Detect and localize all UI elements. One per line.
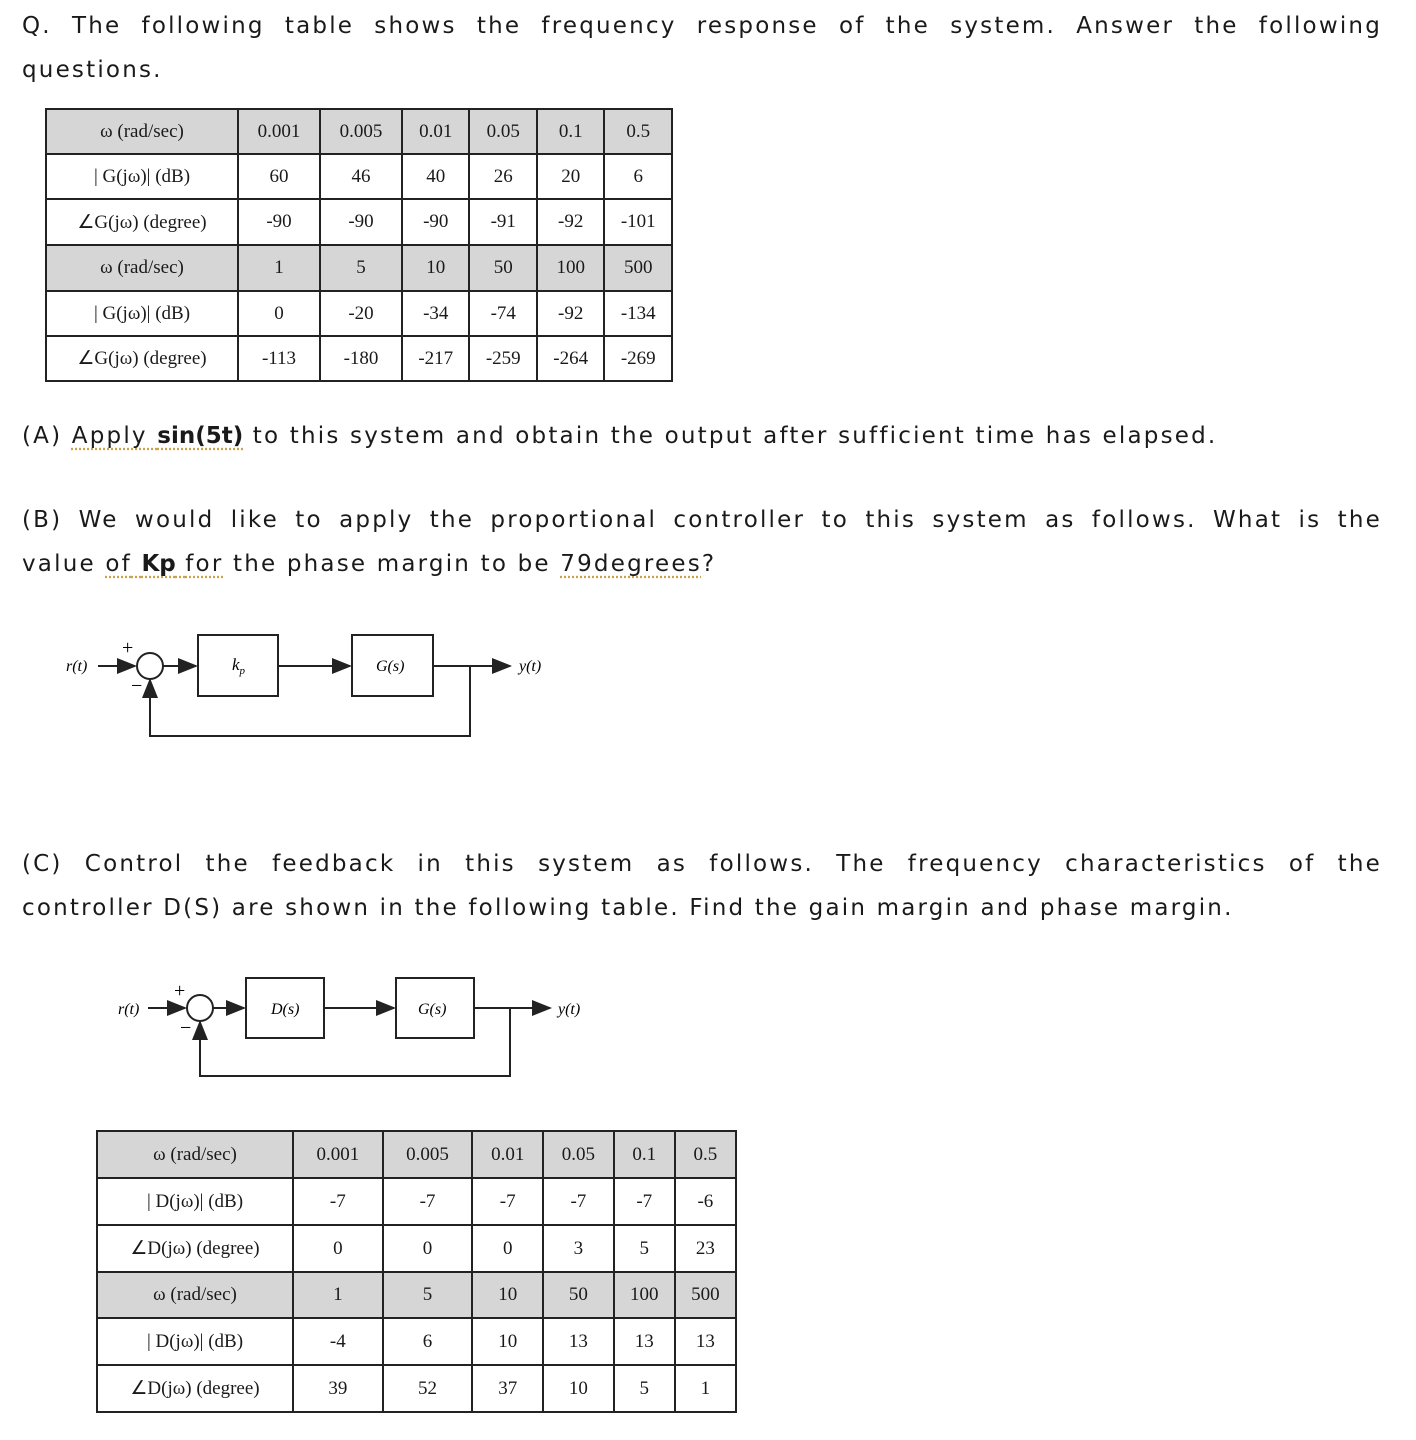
g-frequency-table <box>45 108 673 382</box>
table-cell: 5 <box>614 1365 675 1412</box>
table-cell: -7 <box>383 1178 473 1225</box>
table-cell: 0.5 <box>675 1131 736 1178</box>
part-c-line2: controller D(S) are shown in the following table. Find the gain margin and phase margin. <box>22 895 1234 921</box>
table-cell: -217 <box>402 336 469 381</box>
row-label: | G(jω)| (dB) <box>46 154 238 199</box>
table-row <box>46 291 672 336</box>
row-label: | D(jω)| (dB) <box>97 1318 293 1365</box>
part-b <box>22 498 1382 542</box>
diagram-b-minus-sign: − <box>131 675 143 697</box>
part-b-line2-wrap <box>22 542 1382 586</box>
table-cell: 3 <box>543 1225 614 1272</box>
row-label: ω (rad/sec) <box>97 1131 293 1178</box>
table-cell: 5 <box>320 245 402 291</box>
table-cell: 0.5 <box>604 109 672 154</box>
table-cell: -264 <box>537 336 604 381</box>
table-cell: -92 <box>537 291 604 336</box>
table-cell: 6 <box>604 154 672 199</box>
handwritten-input-signal: sin(5t) <box>157 423 244 449</box>
table-row <box>97 1365 736 1412</box>
table-row <box>97 1225 736 1272</box>
table-cell: -92 <box>537 199 604 245</box>
table-cell: 10 <box>472 1272 543 1318</box>
table-cell: -74 <box>469 291 536 336</box>
table-cell: 46 <box>320 154 402 199</box>
diagram-b-output-label: y(t) <box>519 658 542 675</box>
table-row <box>97 1178 736 1225</box>
diagram-c-input-label: r(t) <box>118 1001 140 1018</box>
row-label: | D(jω)| (dB) <box>97 1178 293 1225</box>
table-cell: -7 <box>614 1178 675 1225</box>
table-cell: -101 <box>604 199 672 245</box>
table-cell: -113 <box>238 336 320 381</box>
block-diagram-c <box>0 962 640 1092</box>
table-cell: 100 <box>537 245 604 291</box>
diagram-c-output-label: y(t) <box>558 1001 581 1018</box>
table-cell: 0 <box>293 1225 383 1272</box>
table-cell: 0.05 <box>469 109 536 154</box>
table-row <box>46 245 672 291</box>
question-intro-line2-wrap <box>22 48 1382 92</box>
g-table-body <box>46 109 672 381</box>
table-cell: 13 <box>675 1318 736 1365</box>
table-cell: 0.005 <box>383 1131 473 1178</box>
part-a-label: (A) <box>22 423 72 449</box>
table-cell: -269 <box>604 336 672 381</box>
part-a-suffix: to this system and obtain the output after sufficient time has elapsed. <box>243 423 1218 449</box>
table-cell: 0.01 <box>472 1131 543 1178</box>
part-b-line2 <box>22 542 1382 586</box>
table-cell: 10 <box>472 1318 543 1365</box>
table-cell: 39 <box>293 1365 383 1412</box>
table-cell: -6 <box>675 1178 736 1225</box>
block-diagram-b <box>0 620 620 750</box>
table-cell: -4 <box>293 1318 383 1365</box>
diagram-c-d-label: D(s) <box>271 1001 300 1018</box>
row-label: ∠G(jω) (degree) <box>46 199 238 245</box>
table-cell: -90 <box>238 199 320 245</box>
d-frequency-table <box>96 1130 737 1413</box>
table-cell: 0.001 <box>238 109 320 154</box>
table-cell: 26 <box>469 154 536 199</box>
table-row <box>97 1131 736 1178</box>
part-a <box>22 414 1382 458</box>
table-cell: -7 <box>472 1178 543 1225</box>
part-c <box>22 842 1382 886</box>
table-cell: 0.005 <box>320 109 402 154</box>
table-cell: 52 <box>383 1365 473 1412</box>
table-cell: 5 <box>383 1272 473 1318</box>
table-cell: 500 <box>604 245 672 291</box>
table-cell: 1 <box>238 245 320 291</box>
row-label: ∠G(jω) (degree) <box>46 336 238 381</box>
table-cell: -7 <box>293 1178 383 1225</box>
part-b-end: ? <box>701 551 717 577</box>
table-cell: -91 <box>469 199 536 245</box>
table-cell: 5 <box>614 1225 675 1272</box>
diagram-b-kp-label <box>232 655 246 677</box>
table-cell: 0.1 <box>614 1131 675 1178</box>
diagram-c-g-label: G(s) <box>418 1001 447 1018</box>
table-cell: 40 <box>402 154 469 199</box>
table-row <box>46 199 672 245</box>
table-cell: -259 <box>469 336 536 381</box>
question-intro-line2: questions. <box>22 57 163 83</box>
table-cell: 50 <box>543 1272 614 1318</box>
table-cell: 500 <box>675 1272 736 1318</box>
table-cell: 6 <box>383 1318 473 1365</box>
table-cell: 10 <box>543 1365 614 1412</box>
table-cell: -134 <box>604 291 672 336</box>
table-cell: 50 <box>469 245 536 291</box>
table-row <box>46 336 672 381</box>
diagram-b-plus-sign: + <box>122 637 134 659</box>
table-cell: 60 <box>238 154 320 199</box>
table-cell: 13 <box>543 1318 614 1365</box>
table-cell: 0 <box>472 1225 543 1272</box>
row-label: ∠D(jω) (degree) <box>97 1365 293 1412</box>
table-cell: 1 <box>293 1272 383 1318</box>
diagram-b-g-label: G(s) <box>376 658 405 675</box>
part-b-line1: (B) We would like to apply the proportional controller to this system as follows. What is the <box>22 507 1382 533</box>
handwritten-kp: Kp <box>141 551 176 577</box>
table-cell: 0.01 <box>402 109 469 154</box>
part-a-text <box>22 414 1382 458</box>
part-b-of-kp-for <box>105 551 223 577</box>
question-intro-line1: Q. The following table shows the frequency response of the system. Answer the following <box>22 13 1382 39</box>
table-cell: -20 <box>320 291 402 336</box>
diagram-b-kp-k: k <box>232 655 240 674</box>
table-row <box>97 1318 736 1365</box>
table-cell: 23 <box>675 1225 736 1272</box>
diagram-b-input-label: r(t) <box>66 658 88 675</box>
table-cell: 13 <box>614 1318 675 1365</box>
table-cell: 1 <box>675 1365 736 1412</box>
row-label: ω (rad/sec) <box>46 109 238 154</box>
part-c-line2-wrap <box>22 886 1382 930</box>
part-b-of-word: of <box>105 551 132 577</box>
row-label: | G(jω)| (dB) <box>46 291 238 336</box>
table-row <box>46 109 672 154</box>
row-label: ω (rad/sec) <box>46 245 238 291</box>
table-cell: 0.001 <box>293 1131 383 1178</box>
table-cell: -90 <box>402 199 469 245</box>
part-b-for-word: for <box>185 551 224 577</box>
table-cell: -90 <box>320 199 402 245</box>
part-b-target-phase: 79degrees <box>560 551 702 577</box>
d-table-body <box>97 1131 736 1412</box>
part-a-apply <box>72 423 243 449</box>
diagram-c-plus-sign: + <box>174 980 186 1002</box>
diagram-b-kp-sub: p <box>239 665 246 677</box>
row-label: ∠D(jω) (degree) <box>97 1225 293 1272</box>
table-row <box>97 1272 736 1318</box>
part-a-apply-word: Apply <box>71 423 148 449</box>
table-cell: 0 <box>383 1225 473 1272</box>
question-intro <box>22 4 1382 48</box>
row-label: ω (rad/sec) <box>97 1272 293 1318</box>
table-cell: 20 <box>537 154 604 199</box>
table-row <box>46 154 672 199</box>
table-cell: -180 <box>320 336 402 381</box>
table-cell: 37 <box>472 1365 543 1412</box>
diagram-c-minus-sign: − <box>180 1017 192 1039</box>
table-cell: 0 <box>238 291 320 336</box>
part-c-line1: (C) Control the feedback in this system as follows. The frequency characteristics of the <box>22 851 1382 877</box>
part-b-value-word: value <box>22 551 96 577</box>
table-cell: 100 <box>614 1272 675 1318</box>
table-cell: -7 <box>543 1178 614 1225</box>
table-cell: -34 <box>402 291 469 336</box>
table-cell: 10 <box>402 245 469 291</box>
table-cell: 0.1 <box>537 109 604 154</box>
table-cell: 0.05 <box>543 1131 614 1178</box>
part-b-mid: the phase margin to be <box>223 551 561 577</box>
